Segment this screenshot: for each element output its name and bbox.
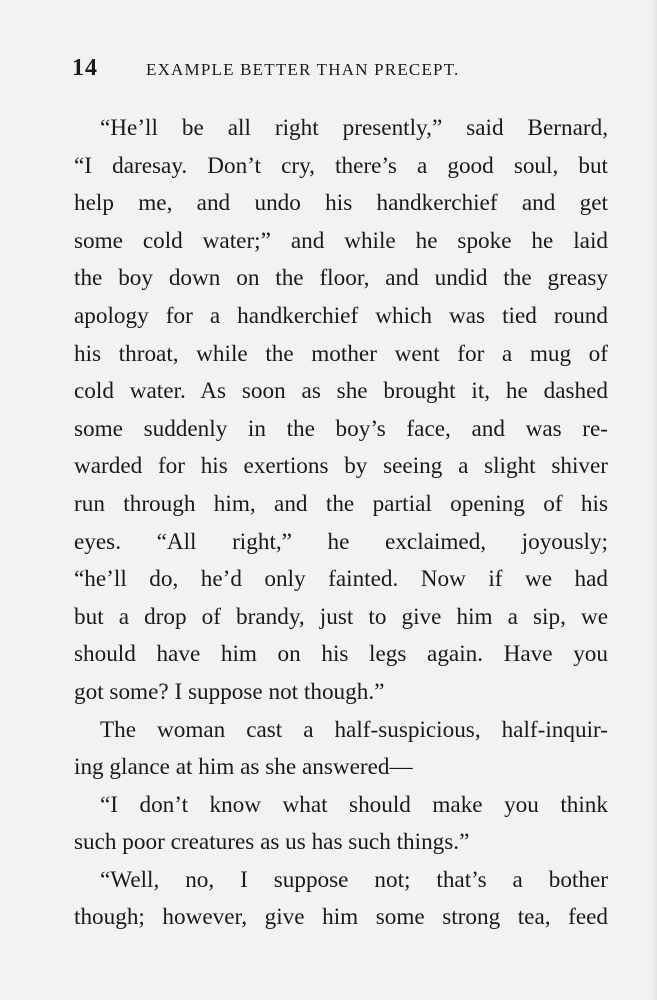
text-line: “I daresay. Don’t cry, there’s a good soul, but — [74, 152, 608, 179]
text-line: ing glance at him as she answered— — [74, 754, 413, 781]
text-line: some cold water;” and while he spoke he laid — [74, 227, 608, 254]
text-line: The woman cast a half-suspicious, half-inquir- — [100, 716, 608, 743]
text-line: “I don’t know what should make you think — [100, 791, 608, 818]
page-number: 14 — [72, 55, 98, 81]
text-line: warded for his exertions by seeing a slight shiver — [74, 453, 608, 480]
text-line: eyes. “All right,” he exclaimed, joyously; — [74, 528, 608, 555]
page-edge-shadow — [651, 0, 657, 1000]
text-line: “He’ll be all right presently,” said Bernard, — [100, 115, 608, 141]
text-line: “he’ll do, he’d only fainted. Now if we had — [74, 566, 608, 593]
text-line: but a drop of brandy, just to give him a sip, we — [74, 603, 608, 630]
text-line: some suddenly in the boy’s face, and was re- — [74, 415, 608, 442]
running-head — [72, 55, 612, 85]
text-line: the boy down on the floor, and undid the greasy — [74, 265, 608, 292]
text-line: though; however, give him some strong tea, feed — [74, 904, 608, 931]
text-line: such poor creatures as us has such things.” — [74, 829, 470, 856]
body-text — [74, 110, 608, 937]
text-line: should have him on his legs again. Have you — [74, 641, 608, 668]
text-line: help me, and undo his handkerchief and get — [74, 190, 608, 217]
text-line: apology for a handkerchief which was tied round — [74, 302, 608, 329]
running-title: EXAMPLE BETTER THAN PRECEPT. — [146, 60, 460, 79]
text-line: his throat, while the mother went for a mug of — [74, 340, 608, 367]
text-line: “Well, no, I suppose not; that’s a bother — [100, 866, 608, 893]
text-line: cold water. As soon as she brought it, he dashed — [74, 378, 608, 405]
text-line: got some? I suppose not though.” — [74, 678, 385, 705]
text-line: run through him, and the partial opening of his — [74, 490, 608, 517]
